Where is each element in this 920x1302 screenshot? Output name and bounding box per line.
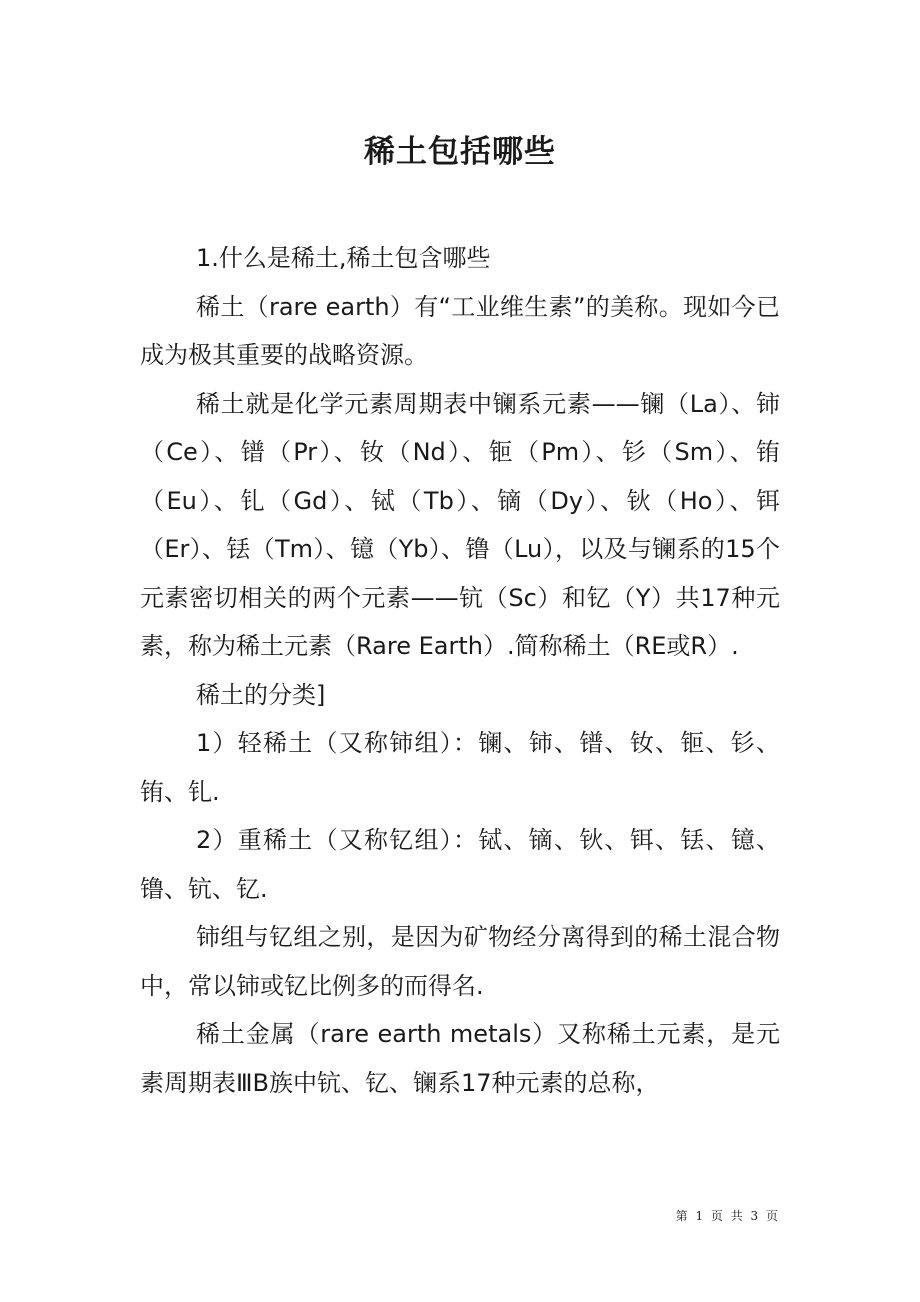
paragraph: 2）重稀土（又称钇组）：铽、镝、钬、铒、铥、镱、镥、钪、钇. [140,826,780,903]
paragraph: 稀土（rare earth）有“工业维生素”的美称。现如今已成为极其重要的战略资源。 [140,292,780,369]
paragraph: 稀土的分类] [196,680,326,709]
document-body [140,234,780,1107]
paragraph: 1.什么是稀土,稀土包含哪些 [196,244,491,272]
paragraph: 铈组与钇组之别，是因为矿物经分离得到的稀土混合物中，常以铈或钇比例多的而得名. [140,923,780,1000]
paragraph: 稀土金属（rare earth metals）又称稀土元素，是元素周期表ⅢB族中钪、钇、镧系17种元素的总称， [140,1020,780,1097]
paragraph: 1）轻稀土（又称铈组）：镧、铈、镨、钕、钷、钐、铕、钆. [140,729,780,806]
paragraph: 稀土就是化学元素周期表中镧系元素——镧（La）、铈（Ce）、镨（Pr）、钕（Nd）、钷（Pm）、钐（Sm）、铕（Eu）、钆（Gd）、铽（Tb）、镝（Dy）、钬（Ho）、铒（Er）、铥（Tm）、镱（Yb）、镥（Lu），以及与镧系的15个元素密切相关的两个元素——钪（Sc）和钇（Y）共17种元素，称为稀土元素（Rare Earth）.简称稀土（RE或R）. [140,389,780,660]
page-title: 稀土包括哪些 [364,134,556,170]
page-footer: 第 1 页 共 3 页 [675,1209,780,1223]
